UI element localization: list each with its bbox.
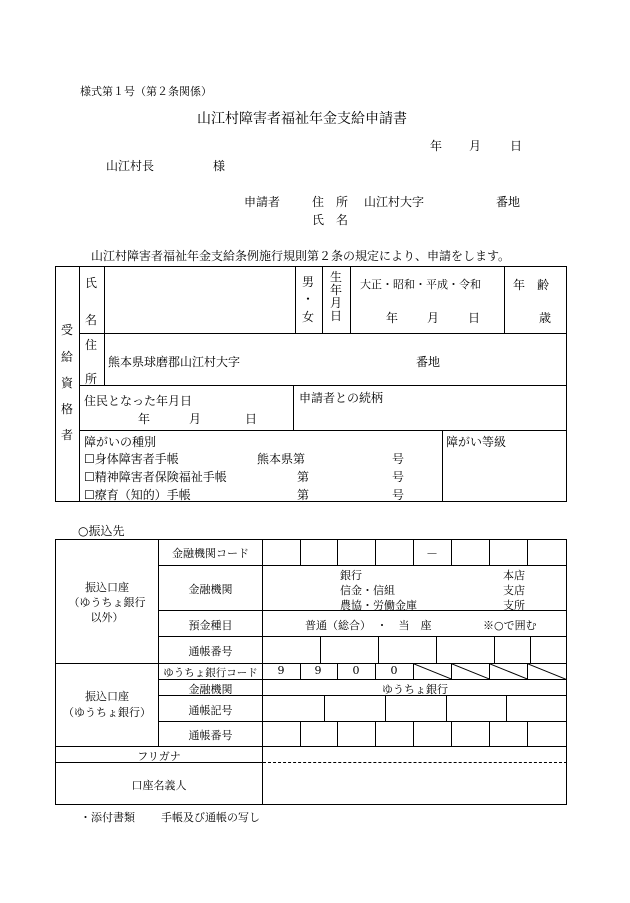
era-options[interactable]: 大正・昭和・平成・令和 xyxy=(360,278,481,291)
furigana-label: フリガナ xyxy=(137,750,181,763)
residence-year: 年 xyxy=(138,412,151,426)
account-holder-field[interactable] xyxy=(264,764,566,804)
handbook-physical-checkbox[interactable]: ☐身体障害者手帳 xyxy=(84,452,179,466)
date-day: 日 xyxy=(510,139,523,153)
yucho-passbook-number-label: 通帳番号 xyxy=(188,729,233,742)
branch-type-branch[interactable]: 支店 xyxy=(503,584,525,597)
yucho-code-digit: 0 xyxy=(390,664,398,677)
bank-code-label: 金融機関コード xyxy=(172,547,249,560)
attachments-label: ・添付書類 xyxy=(80,811,135,824)
form-title: 山江村障害者福祉年金支給申請書 xyxy=(197,111,407,127)
recipient-address-value[interactable]: 熊本県球磨郡山江村大字 xyxy=(108,355,241,369)
relationship-label: 申請者との続柄 xyxy=(299,391,384,405)
applicant-address-label: 住 所 xyxy=(312,195,349,209)
age-unit: 歳 xyxy=(539,311,552,325)
applicant-banchi: 番地 xyxy=(496,195,521,209)
recipient-name-field[interactable] xyxy=(106,268,293,331)
side-label-char: 給 xyxy=(60,350,73,364)
yucho-block-label: 振込口座 （ゆうちょ銀行） xyxy=(63,690,151,719)
passbook-symbol-label: 通帳記号 xyxy=(188,704,233,717)
yucho-code-digit: 9 xyxy=(314,664,322,677)
transfer-section-label: ○振込先 xyxy=(78,524,125,538)
institution-label: 金融機関 xyxy=(188,583,233,596)
yucho-code-label: ゆうちょ銀行コード xyxy=(163,667,258,679)
bank-type-bank[interactable]: 銀行 xyxy=(340,569,362,582)
side-label-char: 者 xyxy=(60,428,73,442)
birth-label-char: 日 xyxy=(329,309,342,323)
bank-block-label: 振込口座 （ゆうちょ銀行 以外） xyxy=(68,581,146,624)
yucho-institution-label: 金融機関 xyxy=(188,683,233,696)
handbook-issuer: 第 xyxy=(297,488,310,502)
disability-grade-label: 障がい等級 xyxy=(446,435,507,449)
statement-text: 山江村障害者福祉年金支給条例施行規則第２条の規定により、申請をします。 xyxy=(91,249,511,263)
name-label-bottom: 名 xyxy=(85,313,98,327)
handbook-intellectual-checkbox[interactable]: ☐療育（知的）手帳 xyxy=(84,488,191,502)
recipient-address-banchi: 番地 xyxy=(416,355,441,369)
residence-day: 日 xyxy=(245,412,258,426)
birth-label-char: 生 xyxy=(329,270,342,284)
deposit-type-label: 預金種目 xyxy=(188,619,233,632)
birth-month: 月 xyxy=(427,311,440,325)
birth-day: 日 xyxy=(468,311,481,325)
disability-type-label: 障がいの種別 xyxy=(84,435,157,449)
bank-type-shinkin[interactable]: 信金・信組 xyxy=(340,584,395,597)
yucho-institution-value: ゆうちょ銀行 xyxy=(382,683,448,696)
handbook-issuer: 熊本県第 xyxy=(257,452,306,466)
date-month: 月 xyxy=(469,139,482,153)
birth-year: 年 xyxy=(386,311,399,325)
branch-type-office[interactable]: 支所 xyxy=(503,599,525,612)
recipient-side-divider xyxy=(79,266,80,502)
yucho-code-digit: 0 xyxy=(352,664,360,677)
age-label: 年 齢 xyxy=(513,278,550,292)
side-label-char: 資 xyxy=(60,376,73,390)
residence-month: 月 xyxy=(189,412,202,426)
handbook-suffix: 号 xyxy=(392,452,405,466)
branch-type-main[interactable]: 本店 xyxy=(503,569,525,582)
applicant-name-label: 氏 名 xyxy=(312,213,349,227)
birth-label-char: 年 xyxy=(329,283,342,297)
applicant-address-value[interactable]: 山江村大字 xyxy=(364,195,425,209)
date-year: 年 xyxy=(430,139,443,153)
deposit-note: ※○で囲む xyxy=(483,619,537,632)
account-holder-label: 口座名義人 xyxy=(131,779,187,792)
gender-separator: ・ xyxy=(301,292,314,306)
bank-type-nokyo[interactable]: 農協・労働金庫 xyxy=(340,599,417,612)
address-label-bottom: 所 xyxy=(85,372,98,386)
handbook-suffix: 号 xyxy=(392,488,405,502)
furigana-field[interactable] xyxy=(264,748,566,761)
side-label-char: 格 xyxy=(60,402,73,416)
addressee-honorific: 様 xyxy=(213,159,226,173)
handbook-issuer: 第 xyxy=(297,470,310,484)
handbook-suffix: 号 xyxy=(392,470,405,484)
form-number: 様式第１号（第２条関係） xyxy=(80,85,212,98)
passbook-number-label: 通帳番号 xyxy=(188,645,233,658)
birth-label-char: 月 xyxy=(329,296,342,310)
attachments-value: 手帳及び通帳の写し xyxy=(161,811,260,824)
residence-date-label: 住民となった年月日 xyxy=(84,394,193,408)
handbook-mental-checkbox[interactable]: ☐精神障害者保険福祉手帳 xyxy=(84,470,227,484)
addressee: 山江村長 xyxy=(106,159,155,173)
address-label-top: 住 xyxy=(85,338,98,352)
deposit-type-options[interactable]: 普通（総合） ・ 当 座 xyxy=(305,619,432,632)
yucho-code-digit: 9 xyxy=(277,664,285,677)
gender-female[interactable]: 女 xyxy=(301,310,314,324)
name-label-top: 氏 xyxy=(85,276,98,290)
side-label-char: 受 xyxy=(60,323,73,337)
applicant-label: 申請者 xyxy=(244,195,281,209)
relationship-field[interactable] xyxy=(296,405,564,428)
gender-male[interactable]: 男 xyxy=(301,275,314,289)
bank-code-dash: － xyxy=(425,547,438,561)
